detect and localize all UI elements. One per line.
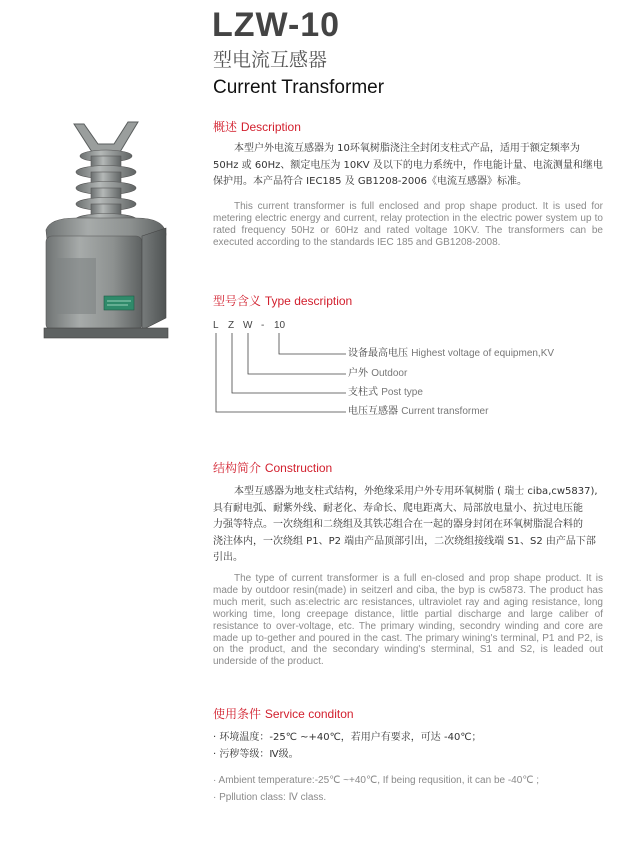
code-letter-l: L [213,320,219,331]
type-description-heading [213,293,352,309]
construction-line-2: 具有耐电弧、耐紫外线、耐老化、寿命长、爬电距离大、局部放电量小、抗过电压能 [213,502,583,514]
type-item-outdoor [348,368,407,380]
product-title-cn: 型电流互感器 [213,49,328,71]
construction-line-1: 本型互感器为地支柱式结构，外绝缘采用户外专用环氧树脂 ( 瑞士 ciba,cw5837), [234,486,598,497]
type-item-voltage-cn: 设备最高电压 [348,348,408,359]
description-line-2: 50Hz 或 60Hz、额定电压为 10KV 及以下的电力系统中，作电能计量、电流测量和继电 [213,159,603,171]
construction-heading-en: Construction [264,461,333,475]
construction-heading-cn: 结构简介 [213,461,262,475]
code-voltage: 10 [274,320,286,331]
service-heading [213,706,354,722]
current-transformer-photo-icon [36,118,176,343]
service-heading-cn: 使用条件 [213,707,262,721]
service-item-temperature-en: · Ambient temperature:-25℃ ~+40℃, If being requsition, it can be -40℃ ; [213,775,540,786]
service-item-pollution-cn: · 污秽等级：Ⅳ级。 [213,749,299,760]
description-heading-en: Description [240,120,301,134]
type-item-transformer-en: Current transformer [401,406,489,417]
type-item-post-cn: 支柱式 [348,387,378,398]
construction-line-3: 力强等特点。一次绕组和二绕组及其铁芯组合在一起的器身封闭在环氧树脂混合料的 [213,519,583,530]
type-item-transformer-cn: 电压互感器 [348,406,398,417]
description-line-1: 本型户外电流互感器为 10环氧树脂浇注全封闭支柱式产品，适用于额定频率为 [234,143,580,154]
description-line-3: 保护用。本产品符合 IEC185 及 GB1208-2006《电流互感器》标准。 [213,176,527,187]
service-item-pollution-en: · Ppllution class: Ⅳ class. [213,792,327,803]
type-item-post-en: Post type [381,387,423,398]
product-photo [36,118,176,343]
product-model-title: LZW-10 [212,6,341,44]
construction-line-4: 浇注体内，一次绕组 P1、P2 端由产品顶部引出，二次绕组接线端 S1、S2 由产品下部 [213,535,596,547]
type-heading-cn: 型号含义 [213,294,262,308]
type-item-voltage-en: Highest voltage of equipmen,KV [411,348,555,359]
type-item-outdoor-en: Outdoor [371,368,408,379]
construction-text-en: The type of current transformer is a full en-closed and prop shape product. It is made by outdoor resin(made) in seitzerl and ciba, the byp is cw5873. The product has much merit, such as:electric arc resistances, ultraviolet ray and aging resistance, long working time, long creepage distance, little partial discharge and large caliber of resistance to over-voltage, etc. The primary winding, secondry winding and core are made up to-gether and poured in the cast. The primary wining's terminal, P1 and P2, is on the product, and the secondary winding's sterminal, S1 and S2, is leaded out underside of the product. [213,573,603,668]
code-dash: - [261,320,265,331]
code-letter-z: Z [228,320,235,331]
construction-heading [213,460,332,476]
code-letter-w: W [243,320,253,331]
type-code-diagram [210,316,610,426]
type-item-voltage [348,348,554,360]
type-heading-en: Type description [264,294,353,308]
construction-line-5: 引出。 [213,552,243,563]
description-heading [213,119,301,135]
description-text-cn [213,141,608,191]
type-item-transformer [348,406,488,418]
type-item-post [348,387,423,399]
type-item-outdoor-cn: 户外 [348,368,368,379]
construction-text-cn [213,484,608,567]
service-item-temperature-cn: · 环境温度：-25℃ ~+40℃，若用户有要求，可达 -40℃； [213,732,482,743]
description-text-en: This current transformer is full enclosed and prop shape product. It is used for metering electric energy and current, relay protection in the electric power system up to rated frequency 50Hz or 60Hz and rated voltage 10KV. The transformers can be executed according to the standards IEC 185 and GB1208-2008. [213,201,603,248]
type-code-connector-lines [210,316,350,426]
description-heading-cn: 概述 [213,120,238,134]
product-title-en: Current Transformer [213,77,385,98]
service-heading-en: Service conditon [264,707,354,721]
